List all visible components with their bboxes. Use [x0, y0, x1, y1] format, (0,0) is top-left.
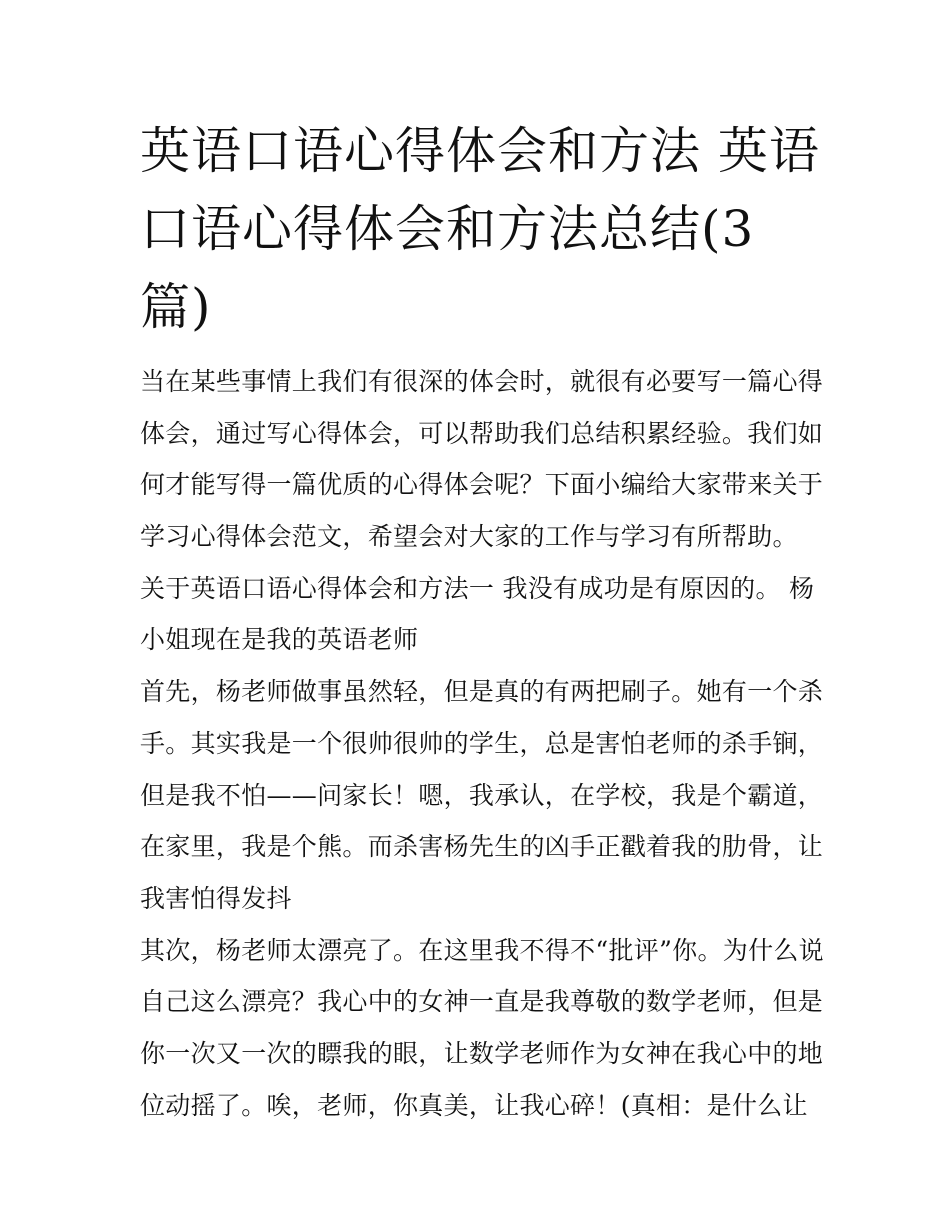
title-line: 英语口语心得体会和方法 英语 — [140, 122, 820, 180]
document-title — [140, 112, 820, 346]
body-line: 自己这么漂亮？我心中的女神一直是我尊敬的数学老师，但是 — [140, 987, 824, 1017]
body-line: 关于英语口语心得体会和方法一 我没有成功是有原因的。 杨 — [140, 573, 815, 603]
body-line: 何才能写得一篇优质的心得体会呢？下面小编给大家带来关于 — [140, 470, 824, 500]
document-body — [140, 356, 830, 1131]
body-line: 但是我不怕——问家长！嗯，我承认，在学校，我是个霸道， — [140, 780, 824, 810]
body-line: 在家里，我是个熊。而杀害杨先生的凶手正戳着我的肋骨，让 — [140, 832, 824, 862]
body-line: 其次，杨老师太漂亮了。在这里我不得不“批评”你。为什么说 — [140, 935, 824, 965]
body-line: 小姐现在是我的英语老师 — [140, 625, 419, 655]
title-line: 篇) — [140, 278, 212, 336]
title-line: 口语心得体会和方法总结(3 — [140, 200, 755, 258]
body-line: 手。其实我是一个很帅很帅的学生，总是害怕老师的杀手锏， — [140, 728, 824, 758]
body-line: 我害怕得发抖 — [140, 883, 292, 913]
body-line: 位动摇了。唉，老师，你真美，让我心碎！(真相：是什么让 — [140, 1090, 808, 1120]
body-line: 体会，通过写心得体会，可以帮助我们总结积累经验。我们如 — [140, 418, 824, 448]
body-line: 首先，杨老师做事虽然轻，但是真的有两把刷子。她有一个杀 — [140, 677, 824, 707]
body-line: 学习心得体会范文，希望会对大家的工作与学习有所帮助。 — [140, 522, 798, 552]
body-line: 你一次又一次的瞟我的眼，让数学老师作为女神在我心中的地 — [140, 1038, 824, 1068]
body-line: 当在某些事情上我们有很深的体会时，就很有必要写一篇心得 — [140, 367, 824, 396]
